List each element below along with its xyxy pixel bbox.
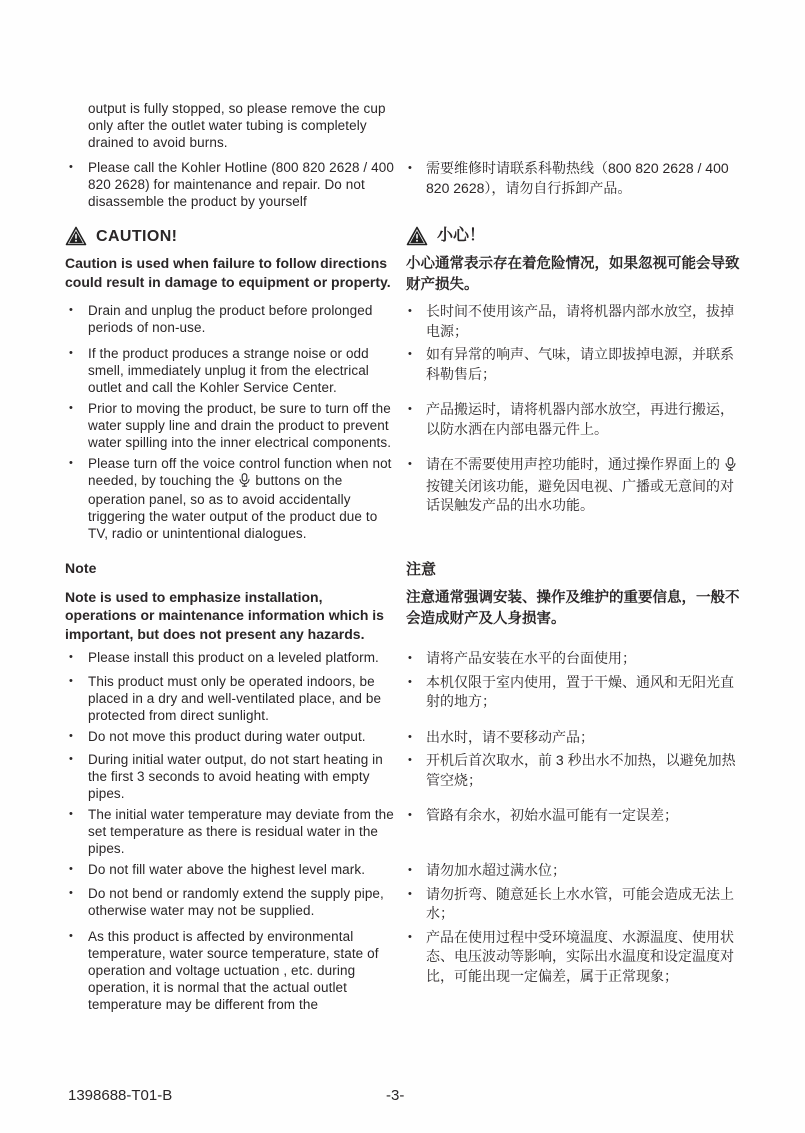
bullet-row [65,728,747,748]
bullet-row [65,885,747,924]
bullet-row [65,400,747,451]
bullet-text-zh: 产品搬运时，请将机器内部水放空，再进行搬运，以防水洒在内部电器元件上。 [426,401,734,437]
bullet-marker: • [69,863,73,875]
bullet-text-zh: 请勿加水超过满水位； [426,862,566,878]
bullet-text-en: Do not fill water above the highest level mark. [88,862,366,877]
voice-text-en-pre: Please turn off the voice control function when not needed, by touching the [88,456,392,488]
bullet-row [65,649,747,669]
document-code: 1398688-T01-B [68,1087,173,1104]
bullet-marker: • [69,729,73,742]
bullet-text-en: Do not move this product during water output. [88,728,366,744]
bullet-text-zh: 管路有余水，初始水温可能有一定误差； [426,807,678,823]
bullet-marker: • [69,457,73,469]
bullet-text-zh [426,455,745,516]
bullet-text-zh: 请勿折弯、随意延长上水水管，可能会造成无法上水； [426,885,734,921]
bullet-marker: • [69,886,73,899]
note-intro-row [65,588,747,644]
bullet-text-zh: 开机后首次取水，前 3 秒出水不加热，以避免加热管空烧； [426,752,736,788]
paragraph-text-en: output is fully stopped, so please remove the cup only after the outlet water tubing is completely drained to avoid burns. [88,101,386,150]
bullet-row [65,159,747,210]
voice-text-zh-post: 按键关闭该功能，避免因电视、广播或无意间的对话误触发产品的出水功能。 [426,477,734,513]
voice-text-zh-pre: 请在不需要使用声控功能时，通过操作界面上的 [426,456,720,472]
page-footer [0,1087,805,1107]
caution-heading-row [65,226,747,246]
bullet-marker: • [69,929,73,942]
bullet-text-en: Do not bend or randomly extend the supply pipe, otherwise water may not be supplied. [88,885,384,918]
bullet-row [65,345,747,396]
note-heading-zh: 注意 [406,561,437,578]
bullet-marker: • [69,674,73,687]
note-intro-en: Note is used to emphasize installation, operations or maintenance information which is important, but does not present any hazards. [65,588,384,642]
caution-intro-zh: 小心通常表示存在着危险情况，如果忽视可能会导致财产损失。 [406,256,740,293]
bullet-marker: • [408,754,412,766]
page-content [65,100,747,1013]
bullet-marker: • [408,887,412,900]
bullet-marker: • [69,161,73,173]
bullet-marker: • [408,305,412,317]
caution-heading-en: CAUTION! [96,227,178,245]
bullet-text-zh: 请将产品安装在水平的台面使用； [426,650,636,666]
bullet-text-zh: 需要维修时请联系科勒热线（800 820 2628 / 400 820 2628），请勿自行拆卸产品。 [426,160,729,196]
bullet-row [65,806,747,857]
bullet-marker: • [408,348,412,360]
bullet-marker: • [408,930,412,943]
note-heading-row [65,560,747,580]
bullet-marker: • [408,652,412,664]
bullet-row [65,673,747,724]
bullet-text-zh: 长时间不使用该产品，请将机器内部水放空，拔掉电源； [426,303,734,339]
bullet-row [65,861,747,881]
caution-heading-zh: 小心！ [437,227,486,245]
bullet-text-en: As this product is affected by environmental temperature, water source temperature, state of operation and voltage uctuation , etc. during operation, it is normal that the actual outlet temperature may be different from the [88,928,379,1012]
voice-text-en-post: buttons on the operation panel, so as to avoid accidentally triggering the water output of the product due to TV, radio or unintentional dialogues. [88,473,378,541]
caution-intro-row [65,254,747,296]
bullet-text-en: Prior to moving the product, be sure to turn off the water supply line and drain the product to prevent water spilling into the inner electrical components. [88,401,392,450]
note-intro-zh: 注意通常强调安装、操作及维护的重要信息，一般不会造成财产及人身损害。 [406,589,740,627]
bullet-text-en: This product must only be operated indoors, be placed in a dry and well-ventilated place, and be protected from direct sunlight. [88,673,382,723]
bullet-marker: • [69,347,73,359]
note-heading-en: Note [65,560,97,576]
bullet-text-zh: 产品在使用过程中受环境温度、水源温度、使用状态、电压波动等影响，实际出水温度和设定温度对比，可能出现一定偏差，属于正常现象； [426,928,734,984]
bullet-marker: • [408,675,412,688]
bullet-marker: • [69,753,73,765]
bullet-text-en: Please install this product on a leveled platform. [88,650,379,665]
bullet-row [65,751,747,802]
bullet-text-zh: 出水时，请不要移动产品； [426,728,594,745]
paragraph-text-zh [406,100,747,151]
warning-triangle-icon [406,226,428,246]
bullet-marker: • [69,304,73,316]
warning-triangle-icon [65,226,87,246]
bullet-marker: • [408,809,412,821]
bullet-text-en: Drain and unplug the product before prolonged periods of non-use. [88,303,373,335]
microphone-icon [239,473,250,491]
bullet-text-en: If the product produces a strange noise or odd smell, immediately unplug it from the electrical outlet and call the Kohler Service Center. [88,346,369,395]
bullet-marker: • [69,402,73,414]
bullet-marker: • [408,730,412,743]
bullet-marker: • [408,403,412,415]
microphone-icon [725,457,736,477]
page-number: -3- [386,1087,405,1104]
bullet-text-en [88,455,394,542]
bullet-row-voice-control [65,455,747,542]
caution-intro-en: Caution is used when failure to follow directions could result in damage to equipment or property. [65,255,391,290]
bullet-text-en: Please call the Kohler Hotline (800 820 2628 / 400 820 2628) for maintenance and repair. Do not disassemble the product by yourself [88,160,394,209]
bullet-text-en: The initial water temperature may deviate from the set temperature as there is residual water in the pipes. [88,807,394,856]
bullet-marker: • [69,651,73,663]
bullet-text-zh: 本机仅限于室内使用，置于干燥、通风和无阳光直射的地方； [426,673,734,709]
bullet-row [65,928,747,1013]
bullet-marker: • [408,458,412,470]
bullet-marker: • [69,808,73,820]
paragraph-row [65,100,747,151]
bullet-row [65,302,747,341]
bullet-marker: • [408,864,412,876]
bullet-marker: • [408,162,412,174]
bullet-text-zh: 如有异常的响声、气味，请立即拔掉电源，并联系科勒售后； [426,346,734,382]
bullet-text-en: During initial water output, do not start heating in the first 3 seconds to avoid heating with empty pipes. [88,752,383,801]
